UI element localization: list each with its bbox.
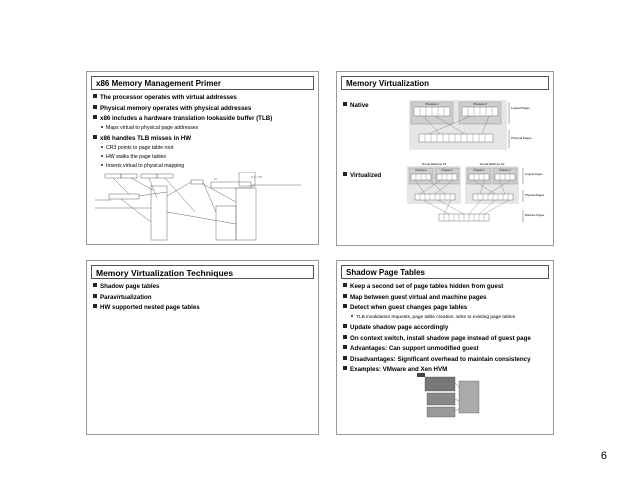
- bullet-list: [93, 94, 314, 173]
- sub-bullet: HW walks the page tables: [93, 154, 314, 161]
- square-bullet-icon: [343, 335, 347, 339]
- sub-bullet: CR3 points to page table root: [93, 145, 314, 152]
- vm-process-label: Process 1: [415, 169, 427, 172]
- bullet: Examples: VMware and Xen HVM: [343, 366, 549, 373]
- vm1-label: Virtual Machine #1: [421, 162, 447, 166]
- page-walk-diagram: [91, 172, 316, 242]
- bullet: Virtualized: [343, 172, 549, 179]
- dot-bullet-icon: [101, 164, 103, 166]
- square-bullet-icon: [343, 102, 347, 106]
- virt-physical-label: Physical Pages: [525, 193, 545, 197]
- native-process-2-label: Process 2: [473, 102, 487, 106]
- square-bullet-icon: [93, 294, 97, 298]
- square-bullet-icon: [93, 283, 97, 287]
- slide-title: x86 Memory Management Primer: [91, 76, 314, 90]
- slide-title: Memory Virtualization: [341, 76, 549, 90]
- slide-memory-virtualization: [336, 71, 554, 246]
- bullet: x86 handles TLB misses in HW: [93, 135, 314, 142]
- bullet: x86 includes a hardware translation lookaside buffer (TLB): [93, 115, 314, 122]
- bullet-list: [93, 283, 314, 315]
- square-bullet-icon: [343, 172, 347, 176]
- virt-logical-label: Logical Pages: [525, 172, 543, 176]
- square-bullet-icon: [343, 366, 347, 370]
- square-bullet-icon: [343, 356, 347, 360]
- square-bullet-icon: [93, 94, 97, 98]
- sub-bullet: TLB invalidation requests, page table creation, write to existing page tables: [343, 314, 549, 321]
- dot-bullet-icon: [351, 315, 353, 317]
- bullet: Map between guest virtual and machine pages: [343, 294, 549, 301]
- sub-bullet: Maps virtual to physical page addresses: [93, 125, 314, 132]
- slide-title: Memory Virtualization Techniques: [91, 265, 314, 279]
- native-process-1-label: Process 1: [425, 102, 439, 106]
- bullet: HW supported nested page tables: [93, 304, 314, 311]
- square-bullet-icon: [343, 283, 347, 287]
- bullet: Shadow page tables: [93, 283, 314, 290]
- vm-process-label: Process 2: [499, 169, 511, 172]
- slide-virtualization-techniques: [86, 260, 319, 435]
- square-bullet-icon: [343, 345, 347, 349]
- bullet-list: [343, 283, 549, 377]
- svg-text:TLB / TLB: TLB / TLB: [251, 176, 263, 179]
- native-logical-label: Logical Pages: [511, 106, 530, 110]
- page-number: 6: [600, 450, 607, 462]
- svg-text:Dir: Dir: [214, 178, 218, 181]
- virtualization-diagram: [405, 96, 553, 244]
- shadow-table-diagram: [415, 371, 481, 419]
- square-bullet-icon: [343, 304, 347, 308]
- native-physical-label: Physical Pages: [511, 136, 532, 140]
- bullet: Native: [343, 102, 549, 109]
- bullet: Physical memory operates with physical addresses: [93, 105, 314, 112]
- virt-machine-label: Machine Pages: [525, 213, 545, 217]
- square-bullet-icon: [343, 324, 347, 328]
- vm-process-label: Process 2: [441, 169, 453, 172]
- bullet: Keep a second set of page tables hidden from guest: [343, 283, 549, 290]
- dot-bullet-icon: [101, 146, 103, 148]
- slide-shadow-page-tables: [336, 260, 554, 435]
- sub-bullet: Inserts virtual to physical mapping: [93, 163, 314, 170]
- square-bullet-icon: [93, 135, 97, 139]
- vm-process-label: Process 1: [473, 169, 485, 172]
- bullet: Update shadow page accordingly: [343, 324, 549, 331]
- bullet: On context switch, install shadow page instead of guest page: [343, 335, 549, 342]
- cr3-box: [417, 373, 425, 377]
- dot-bullet-icon: [101, 155, 103, 157]
- square-bullet-icon: [93, 304, 97, 308]
- bullet: Advantages: Can support unmodified guest: [343, 345, 549, 352]
- square-bullet-icon: [93, 105, 97, 109]
- square-bullet-icon: [93, 115, 97, 119]
- bullet: Disadvantages: Significant overhead to maintain consistency: [343, 356, 549, 363]
- bullet: Paravirtualization: [93, 294, 314, 301]
- square-bullet-icon: [343, 294, 347, 298]
- slide-title: Shadow Page Tables: [341, 265, 549, 279]
- bullet: Detect when guest changes page tables: [343, 304, 549, 311]
- vm2-label: Virtual Machine #2: [479, 162, 505, 166]
- slide-x86-memory-primer: [86, 71, 319, 245]
- dot-bullet-icon: [101, 126, 103, 128]
- bullet: The processor operates with virtual addresses: [93, 94, 314, 101]
